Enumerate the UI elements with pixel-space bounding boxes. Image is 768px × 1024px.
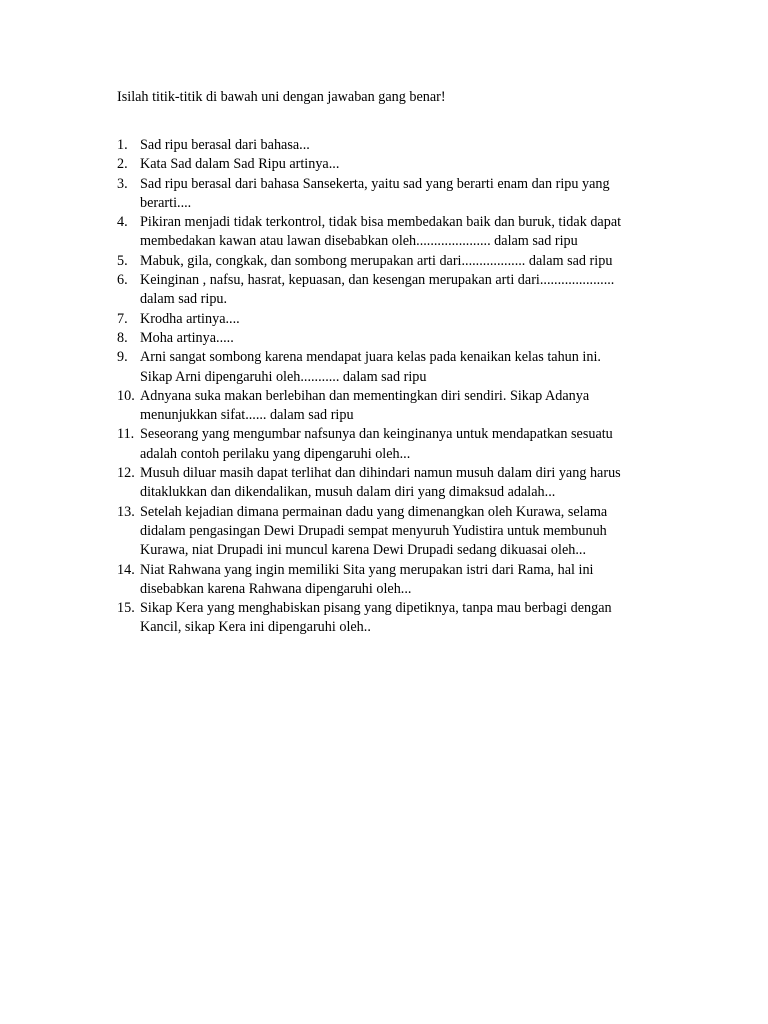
question-text-line: Setelah kejadian dimana permainan dadu yang dimenangkan oleh Kurawa, selama (140, 503, 608, 520)
question-item (117, 329, 677, 348)
question-text-line: Sad ripu berasal dari bahasa Sansekerta, yaitu sad yang berarti enam dan ripu yang (140, 175, 610, 192)
question-item (117, 310, 677, 329)
question-text (140, 155, 677, 174)
question-item (117, 136, 677, 155)
question-text-line: Musuh diluar masih dapat terlihat dan dihindari namun musuh dalam diri yang harus (140, 465, 621, 482)
question-number: 15. (117, 600, 135, 617)
question-number: 3. (117, 175, 128, 192)
question-text (140, 175, 677, 214)
instruction-text: Isilah titik-titik di bawah uni dengan jawaban gang benar! (117, 89, 446, 105)
question-item (117, 155, 677, 174)
question-text (140, 599, 677, 638)
question-text (140, 464, 677, 503)
question-text-line: Mabuk, gila, congkak, dan sombong merupakan arti dari.................. dalam sad ripu (140, 252, 613, 269)
question-text-line: Kancil, sikap Kera ini dipengaruhi oleh.. (140, 619, 371, 636)
question-number: 10. (117, 387, 135, 404)
question-item (117, 252, 677, 271)
question-number: 8. (117, 329, 128, 346)
question-number: 6. (117, 272, 128, 289)
question-number: 13. (117, 503, 135, 520)
question-text-line: Sad ripu berasal dari bahasa... (140, 137, 310, 153)
question-number: 1. (117, 137, 128, 153)
question-text-line: Keinginan , nafsu, hasrat, kepuasan, dan kesengan merupakan arti dari..................... (140, 272, 615, 289)
question-text-line: Kata Sad dalam Sad Ripu artinya... (140, 156, 340, 173)
question-text-line: Arni sangat sombong karena mendapat juara kelas pada kenaikan kelas tahun ini. (140, 349, 601, 366)
question-text-line: disebabkan karena Rahwana dipengaruhi oleh... (140, 580, 412, 597)
question-item (117, 561, 677, 600)
question-item (117, 387, 677, 426)
question-item (117, 175, 677, 214)
question-item (117, 348, 677, 387)
question-text-line: Adnyana suka makan berlebihan dan mementingkan diri sendiri. Sikap Adanya (140, 387, 590, 404)
question-item (117, 599, 677, 638)
question-number: 4. (117, 214, 128, 231)
question-text (140, 561, 677, 600)
question-text-line: Krodha artinya.... (140, 310, 240, 327)
question-text-line: Seseorang yang mengumbar nafsunya dan keinginanya untuk mendapatkan sesuatu (140, 426, 613, 443)
question-text (140, 271, 677, 310)
question-item (117, 425, 677, 464)
question-text (140, 348, 677, 387)
question-text-line: membedakan kawan atau lawan disebabkan oleh..................... dalam sad ripu (140, 233, 578, 250)
question-text-line: Moha artinya..... (140, 329, 234, 346)
question-text-line: ditaklukkan dan dikendalikan, musuh dalam diri yang dimaksud adalah... (140, 484, 556, 501)
question-number: 14. (117, 561, 135, 578)
question-number: 11. (117, 426, 135, 443)
question-text-line: berarti.... (140, 194, 192, 211)
question-text-line: adalah contoh perilaku yang dipengaruhi oleh... (140, 445, 411, 462)
question-text (140, 387, 677, 426)
question-text-line: Sikap Arni dipengaruhi oleh........... dalam sad ripu (140, 368, 427, 385)
question-text (140, 310, 677, 329)
question-number: 5. (117, 252, 128, 269)
question-text (140, 136, 677, 155)
question-text-line: menunjukkan sifat...... dalam sad ripu (140, 407, 354, 424)
question-item (117, 213, 677, 252)
question-text-line: didalam pengasingan Dewi Drupadi sempat menyuruh Yudistira untuk membunuh (140, 522, 607, 539)
question-text-line: Niat Rahwana yang ingin memiliki Sita yang merupakan istri dari Rama, hal ini (140, 561, 594, 578)
question-text-line: Sikap Kera yang menghabiskan pisang yang dipetiknya, tanpa mau berbagi dengan (140, 600, 612, 617)
question-item (117, 503, 677, 561)
question-number: 2. (117, 156, 128, 173)
question-text (140, 425, 677, 464)
question-number: 12. (117, 465, 135, 482)
question-text (140, 213, 677, 252)
question-item (117, 271, 677, 310)
question-list (117, 136, 677, 638)
question-text (140, 252, 677, 271)
question-text-line: Pikiran menjadi tidak terkontrol, tidak bisa membedakan baik dan buruk, tidak dapat (140, 214, 622, 231)
question-text-line: dalam sad ripu. (140, 291, 228, 308)
question-text (140, 329, 677, 348)
question-number: 7. (117, 310, 128, 327)
question-text (140, 503, 677, 561)
question-text-line: Kurawa, niat Drupadi ini muncul karena Dewi Drupadi sedang dikuasai oleh... (140, 542, 586, 559)
question-item (117, 464, 677, 503)
question-number: 9. (117, 349, 128, 366)
